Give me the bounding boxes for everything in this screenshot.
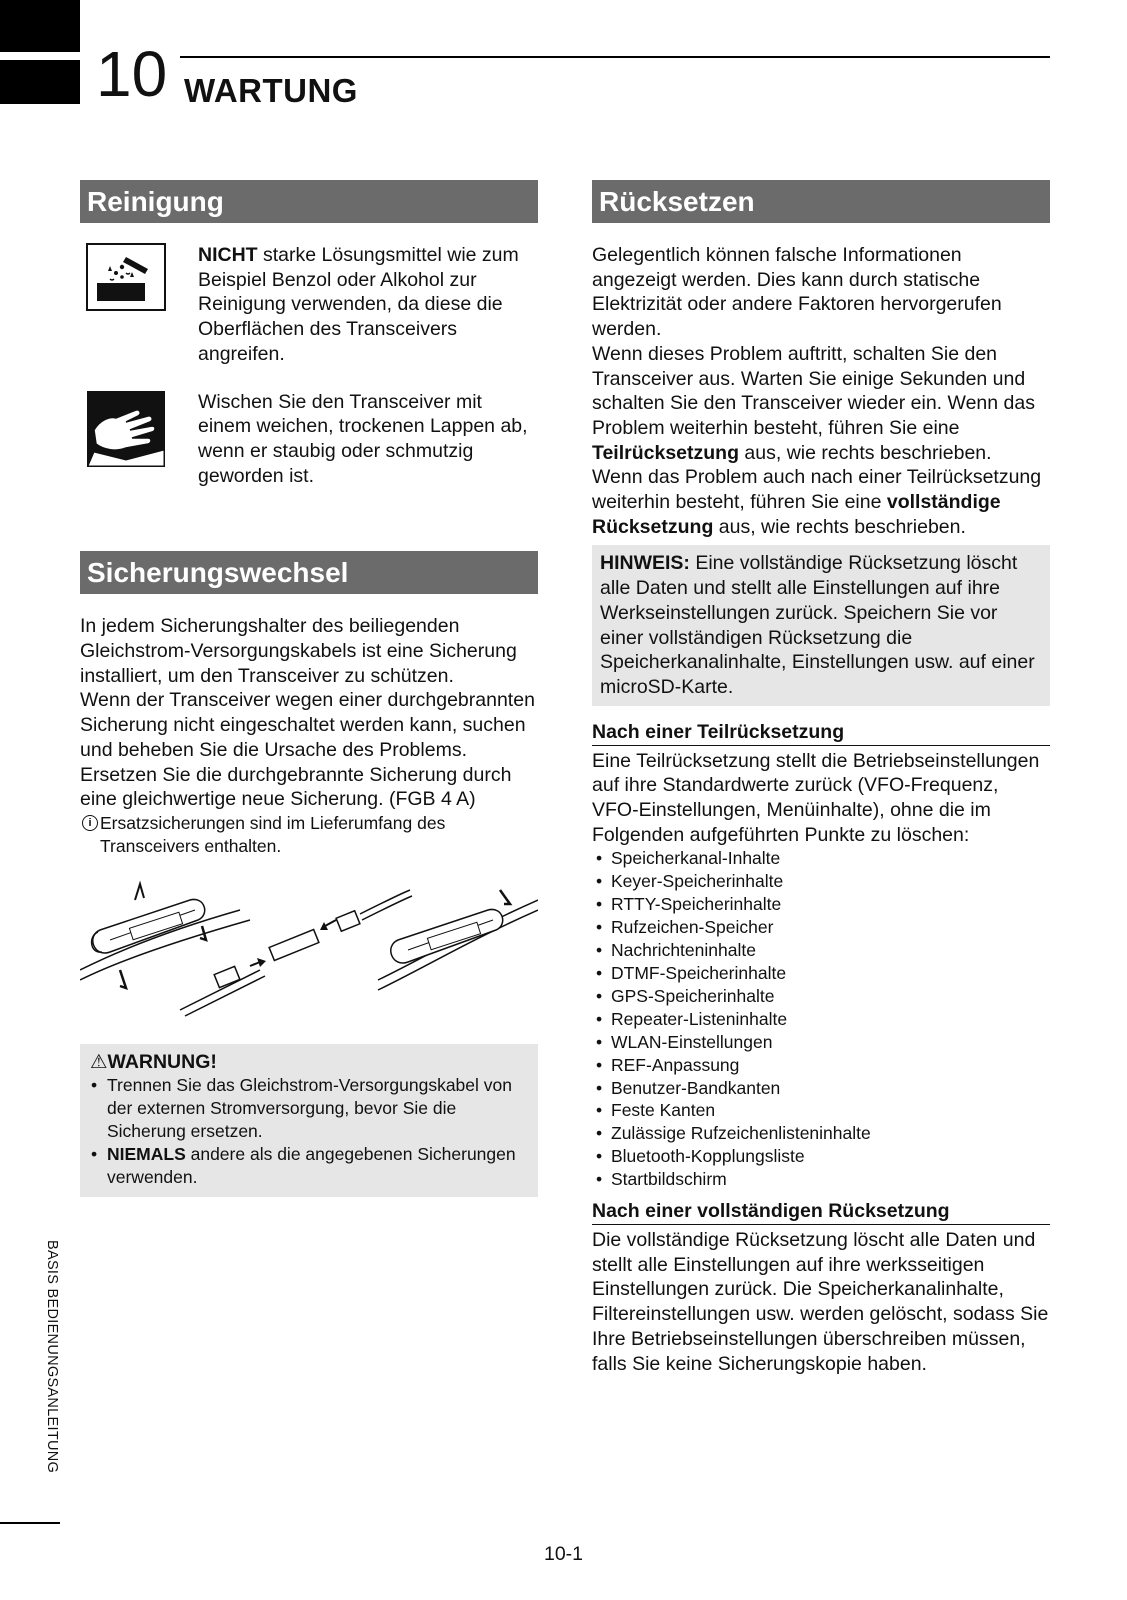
full-reset-heading: Nach einer vollständigen Rücksetzung <box>592 1199 1050 1225</box>
reset-paragraph-2: Wenn dieses Problem auftritt, schalten Sie den Transceiver aus. Warten Sie einige Sekunden und schalten Sie den Transceiver wieder ein. Wenn das Problem weiterhin besteht, führen Sie eine Teilrücksetzung aus, wie rechts beschrieben. <box>592 342 1035 464</box>
sidebar-rule <box>0 1522 60 1524</box>
warning-item: • Trennen Sie das Gleichstrom-Versorgungskabel von der externen Stromversorgung, bevor Sie die Sicherung ersetzen. <box>90 1074 528 1143</box>
fuse-info-text: Ersatzsicherungen sind im Lieferumfang des Transceivers enthalten. <box>100 812 446 856</box>
partial-reset-heading: Nach einer Teilrücksetzung <box>592 720 1050 746</box>
list-item: • Benutzer-Bandkanten <box>592 1077 1050 1100</box>
hand-wipe-icon <box>86 390 168 470</box>
reset-paragraph-3: Wenn das Problem auch nach einer Teilrücksetzung weiterhin besteht, führen Sie eine vollständige Rücksetzung aus, wie rechts beschrieben. <box>592 466 1042 538</box>
list-item: • REF-Anpassung <box>592 1054 1050 1077</box>
list-item: • Speicherkanal-Inhalte <box>592 847 1050 870</box>
list-item: • Bluetooth-Kopplungsliste <box>592 1145 1050 1168</box>
list-item: • Startbildschirm <box>592 1168 1050 1191</box>
partial-reset-text: Eine Teilrücksetzung stellt die Betriebseinstellungen auf ihre Standardwerte zurück (VFO-Frequenz, VFO-Einstellungen, Menüinhalte), ohne die im Folgenden aufgeführten Punkte zu löschen: <box>592 749 1040 846</box>
hint-label: HINWEIS: <box>600 552 690 575</box>
list-item: • Feste Kanten <box>592 1099 1050 1122</box>
list-item: • GPS-Speicherinhalte <box>592 985 1050 1008</box>
left-column <box>80 180 538 1197</box>
chapter-tab-block <box>0 0 80 52</box>
sidebar-manual-label: BASIS BEDIENUNGSANLEITUNG <box>44 1240 60 1474</box>
fuse-paragraph-2: Wenn der Transceiver wegen einer durchgebrannten Sicherung nicht eingeschaltet werden kann, suchen und beheben Sie die Ursache des Problems. Ersetzen Sie die durchgebrannte Sicherung durch eine gleichwertige neue Sicherung. (FGB 4 A) <box>80 689 535 811</box>
section-heading-sicherungswechsel: Sicherungswechsel <box>80 551 538 594</box>
list-item: • Keyer-Speicherinhalte <box>592 870 1050 893</box>
section-heading-reinigung: Reinigung <box>80 180 538 223</box>
reset-paragraph-1: Gelegentlich können falsche Informationen angezeigt werden. Dies kann durch statische Elektrizität oder andere Faktoren hervorgerufen werden. <box>592 244 1002 341</box>
section-heading-ruecksetzen: Rücksetzen <box>592 180 1050 223</box>
list-item: • DTMF-Speicherinhalte <box>592 962 1050 985</box>
chemical-warning-icon <box>86 243 168 313</box>
list-item: • Nachrichteninhalte <box>592 939 1050 962</box>
fuse-info-note <box>80 812 538 858</box>
list-item: • WLAN-Einstellungen <box>592 1031 1050 1054</box>
warning-list <box>90 1074 528 1189</box>
warning-title: ⚠WARNUNG! <box>90 1050 217 1073</box>
chapter-title: WARTUNG <box>184 72 358 109</box>
chapter-tab-block-lower <box>0 60 80 104</box>
warning-triangle-icon: ⚠ <box>90 1050 108 1073</box>
list-item: • RTTY-Speicherinhalte <box>592 893 1050 916</box>
cleaning-item-wipe <box>80 390 538 489</box>
list-item: • Repeater-Listeninhalte <box>592 1008 1050 1031</box>
cleaning-wipe-text: Wischen Sie den Transceiver mit einem weichen, trockenen Lappen ab, wenn er staubig oder schmutzig geworden ist. <box>198 390 528 487</box>
hint-text: Eine vollständige Rücksetzung löscht alle Daten und stellt alle Einstellungen auf ihre Werkseinstellungen zurück. Speichern Sie vor einer vollständigen Rücksetzung die Speicherkanalinhalte, Einstellungen usw. auf einer microSD-Karte. <box>600 552 1035 698</box>
warning-box <box>80 1044 538 1197</box>
warning-item: • NIEMALS andere als die angegebenen Sicherungen verwenden. <box>90 1143 528 1189</box>
page-number: 10-1 <box>543 1543 584 1565</box>
cleaning-solvent-text: NICHT starke Lösungsmittel wie zum Beispiel Benzol oder Alkohol zur Reinigung verwenden, da diese die Oberflächen des Transceivers angreifen. <box>198 244 519 365</box>
right-column <box>592 180 1050 1376</box>
full-reset-text: Die vollständige Rücksetzung löscht alle Daten und stellt alle Einstellungen auf ihre werksseitigen Einstellungen zurück. Die Speicherkanalinhalte, Filtereinstellungen usw. werden gelöscht, sodass Sie Ihre Betriebseinstellungen überschreiben müssen, falls Sie keine Sicherungskopie haben. <box>592 1229 1049 1375</box>
partial-reset-list <box>592 847 1050 1191</box>
header-rule <box>180 56 1050 58</box>
cleaning-item-solvent <box>80 243 538 367</box>
list-item: • Rufzeichen-Speicher <box>592 916 1050 939</box>
fuse-paragraph-1: In jedem Sicherungshalter des beiliegenden Gleichstrom-Versorgungskabels ist eine Sicherung installiert, um den Transceiver zu schützen. <box>80 615 517 687</box>
list-item: • Zulässige Rufzeichenlisteninhalte <box>592 1122 1050 1145</box>
chapter-number: 10 <box>96 38 168 110</box>
fuse-replacement-illustration <box>80 870 538 1020</box>
hint-box <box>592 545 1050 705</box>
info-icon: i <box>82 815 98 831</box>
